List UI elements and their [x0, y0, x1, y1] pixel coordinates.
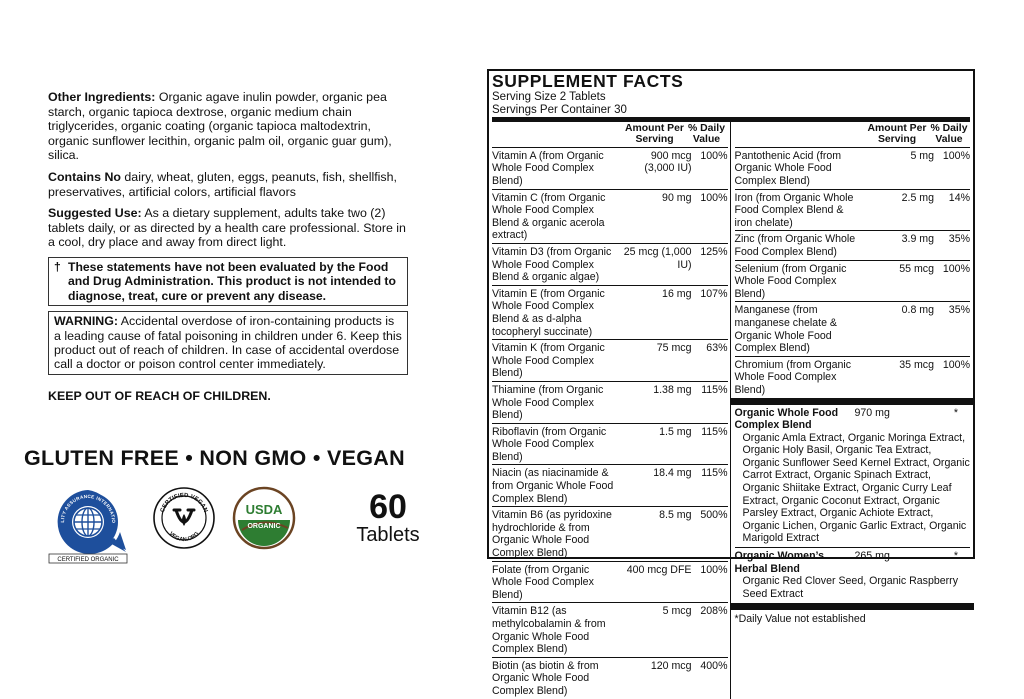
nutrient-amount: 120 mcg: [650, 659, 692, 672]
dagger-symbol: †: [54, 259, 61, 274]
usda-bottom-text: ORGANIC: [247, 523, 281, 530]
nutrient-name: Riboflavin (from Organic Whole Food Complex Blend): [492, 425, 607, 463]
blend-name: Organic Whole Food Complex Blend: [734, 406, 839, 432]
fda-disclaimer-box: [48, 257, 408, 306]
nutrient-daily-value: 35%: [948, 304, 970, 317]
nutrient-daily-value: 35%: [948, 233, 970, 246]
nutrient-row: [735, 148, 971, 190]
warning-text: Accidental overdose of iron-containing products is a leading cause of fatal poisoning in children under 6. Keep this product out of reach of children. In case of accidental overdose call a doctor or poison control center immediately.: [54, 314, 402, 372]
nutrient-row: [492, 190, 728, 244]
nutrient-daily-value: 100%: [700, 191, 728, 204]
nutrient-amount: 35 mcg: [899, 358, 934, 371]
warning-label: WARNING:: [54, 314, 119, 329]
header-daily-value: % Daily Value: [930, 123, 968, 146]
nutrient-daily-value: 100%: [700, 149, 728, 162]
nutrient-amount: 900 mcg (3,000 IU): [644, 149, 692, 175]
nutrient-daily-value: 208%: [700, 605, 728, 618]
nutrient-amount: 90 mg: [662, 191, 692, 204]
usda-organic-logo: [232, 486, 296, 550]
nutrient-amount: 3.9 mg: [901, 233, 934, 246]
qai-certified-organic-logo: [48, 488, 128, 564]
nutrient-daily-value: 100%: [942, 358, 970, 371]
usda-top-text: USDA: [245, 502, 283, 517]
nutrient-row: [735, 231, 971, 260]
blend-ingredients: Organic Amla Extract, Organic Moringa Extract, Organic Holy Basil, Organic Tea Extract, Organic Sunflower Seed Kernel Extract, Organic Carrot Extract, Organic Spinach Extract, Organic Shiitake Extract, Organic Curry Leaf Extract, Organic Coconut Extract, Organic Parsley Extract, Organic Achiote Extract, Organic Lichen, Organic Garlic Extract, Organic Marigold Extract: [742, 431, 970, 545]
nutrient-row: [492, 382, 728, 424]
nutrient-row: [735, 302, 971, 356]
nutrient-daily-value: 400%: [700, 659, 728, 672]
blend-womens-herbal: [735, 548, 971, 575]
vegan-top-text: CERTIFIED VEGAN: [159, 492, 209, 514]
nutrient-amount: 5 mg: [910, 149, 934, 162]
nutrient-daily-value: 115%: [701, 467, 728, 480]
other-ingredients: Other Ingredients: Organic agave inulin powder, organic pea starch, organic tapioca dextrose, organic medium chain triglycerides, organic coating (organic tapioca maltodextrin, organic sunflower lecithin, organic palm oil, organic guar gum), silica.: [48, 90, 392, 163]
nutrient-amount: 18.4 mg: [653, 467, 692, 480]
nutrient-amount: 55 mcg: [899, 262, 934, 275]
ingredients-panel: [48, 90, 408, 403]
suggested-use: Suggested Use: As a dietary supplement, adults take two (2) tablets daily, or as directed by a health care professional. Store in a cool, dry place and away from direct light.: [48, 206, 406, 250]
nutrient-name: Folate (from Organic Whole Food Complex Blend): [492, 563, 594, 601]
nutrient-daily-value: 100%: [942, 262, 970, 275]
nutrient-row: [492, 340, 728, 382]
blend-amount: 970 mg: [854, 406, 890, 419]
nutrient-row: [735, 357, 971, 398]
product-claims: GLUTEN FREE • NON GMO • VEGAN: [24, 446, 405, 470]
nutrient-row: [492, 286, 728, 340]
nutrient-amount: 8.5 mg: [659, 509, 692, 522]
fda-statement: These statements have not been evaluated by the Food and Drug Administration. This product is not intended to diagnose, treat, cure or prevent any disease.: [68, 259, 396, 303]
blend-daily-value: *: [953, 550, 958, 563]
warning-box: [48, 311, 408, 375]
nutrient-daily-value: 107%: [700, 287, 728, 300]
nutrient-amount: 400 mcg DFE: [626, 563, 692, 576]
nutrient-daily-value: 100%: [942, 149, 970, 162]
column-header-right: [735, 122, 971, 148]
nutrient-daily-value: 115%: [701, 425, 728, 438]
blend-whole-food: [735, 405, 971, 432]
blend-name: Organic Women’s Herbal Blend: [734, 550, 824, 575]
nutrient-amount: 16 mg: [662, 287, 692, 300]
nutrient-name: Iron (from Organic Whole Food Complex Blend & iron chelate): [734, 191, 854, 229]
blend-daily-value: *: [953, 406, 958, 419]
footer-divider: [731, 603, 975, 610]
nutrient-rows-left: [492, 148, 728, 699]
nutrient-name: Niacin (as niacinamide & from Organic Whole Food Complex Blend): [492, 467, 614, 505]
nutrient-name: Vitamin E (from Organic Whole Food Complex Blend & as d-alpha tocopheryl succinate): [492, 287, 605, 338]
nutrient-name: Vitamin B6 (as pyridoxine hydrochloride & from Organic Whole Food Complex Blend): [492, 509, 612, 560]
nutrient-row: [492, 507, 728, 561]
nutrient-daily-value: 100%: [700, 563, 728, 576]
nutrient-amount: 5 mcg: [662, 605, 692, 618]
daily-value-footnote: *Daily Value not established: [734, 613, 866, 626]
nutrient-name: Manganese (from manganese chelate & Organic Whole Food Complex Blend): [734, 304, 837, 355]
column-header-left: [492, 122, 728, 148]
blend-ingredients: Organic Red Clover Seed, Organic Raspberry Seed Extract: [742, 575, 959, 600]
nutrient-name: Vitamin D3 (from Organic Whole Food Complex Blend & organic algae): [492, 245, 612, 284]
nutrient-name: Selenium (from Organic Whole Food Complex Blend): [734, 262, 847, 300]
blend-amount: 265 mg: [854, 550, 890, 563]
nutrient-row: [492, 562, 728, 604]
blend-divider: [731, 398, 975, 405]
header-amount: Amount Per Serving: [625, 123, 684, 146]
nutrient-daily-value: 63%: [706, 342, 728, 355]
contains-no: Contains No dairy, wheat, gluten, eggs, peanuts, fish, shellfish, preservatives, artificial colors, artificial flavors: [48, 169, 397, 199]
nutrient-column-right: [731, 122, 971, 699]
nutrient-amount: 25 mcg (1,000 IU): [623, 245, 692, 271]
nutrient-daily-value: 500%: [700, 509, 728, 522]
nutrient-row: [492, 603, 728, 657]
nutrient-name: Vitamin B12 (as methylcobalamin & from Organic Whole Food Complex Blend): [492, 605, 606, 656]
nutrient-name: Thiamine (from Organic Whole Food Complex Blend): [492, 383, 604, 422]
qai-label: CERTIFIED ORGANIC: [57, 557, 119, 563]
tablet-count: [352, 490, 424, 546]
nutrient-amount: 1.5 mg: [659, 425, 692, 438]
nutrient-name: Biotin (as biotin & from Organic Whole Food Complex Blend): [492, 659, 599, 697]
nutrient-row: [735, 190, 971, 232]
nutrient-daily-value: 14%: [948, 191, 970, 204]
vegan-bottom-text: VEGAN.ORG: [167, 530, 201, 544]
nutrient-name: Chromium (from Organic Whole Food Complex Blend): [734, 358, 852, 396]
nutrient-row: [492, 424, 728, 466]
supplement-facts-panel: [487, 69, 975, 697]
serving-size: Serving Size 2 Tablets: [492, 91, 606, 103]
nutrient-rows-right: [735, 148, 971, 398]
qai-ring-text: LITY ASSURANCE INTERNATIO: [59, 493, 117, 524]
nutrient-row: [492, 148, 728, 190]
tablet-count-unit: Tablets: [356, 524, 420, 546]
nutrient-daily-value: 115%: [701, 383, 728, 396]
servings-per-container: Servings Per Container 30: [492, 103, 627, 116]
nutrient-row: [492, 465, 728, 507]
tablet-count-number: 60: [369, 488, 407, 526]
certified-vegan-logo: [152, 486, 216, 550]
nutrient-column-left: [492, 122, 731, 699]
supplement-facts-title: SUPPLEMENT FACTS: [492, 71, 684, 91]
nutrient-name: Zinc (from Organic Whole Food Complex Blend): [734, 233, 856, 258]
keep-out-notice: KEEP OUT OF REACH OF CHILDREN.: [48, 388, 271, 403]
nutrient-name: Pantothenic Acid (from Organic Whole Food Complex Blend): [734, 149, 842, 187]
nutrient-columns: [492, 122, 970, 699]
nutrient-name: Vitamin C (from Organic Whole Food Complex Blend & organic acerola extract): [492, 191, 606, 242]
nutrient-amount: 0.8 mg: [901, 304, 934, 317]
nutrient-row: [492, 244, 728, 286]
nutrient-row: [492, 658, 728, 699]
nutrient-row: [735, 261, 971, 303]
nutrient-name: Vitamin A (from Organic Whole Food Complex Blend): [492, 149, 604, 187]
nutrient-amount: 2.5 mg: [901, 191, 934, 204]
nutrient-name: Vitamin K (from Organic Whole Food Complex Blend): [492, 342, 605, 380]
header-amount: Amount Per Serving: [867, 123, 927, 146]
nutrient-daily-value: 125%: [700, 245, 728, 258]
nutrient-amount: 75 mcg: [656, 342, 692, 355]
nutrient-amount: 1.38 mg: [653, 383, 692, 396]
header-daily-value: % Daily Value: [688, 123, 725, 146]
